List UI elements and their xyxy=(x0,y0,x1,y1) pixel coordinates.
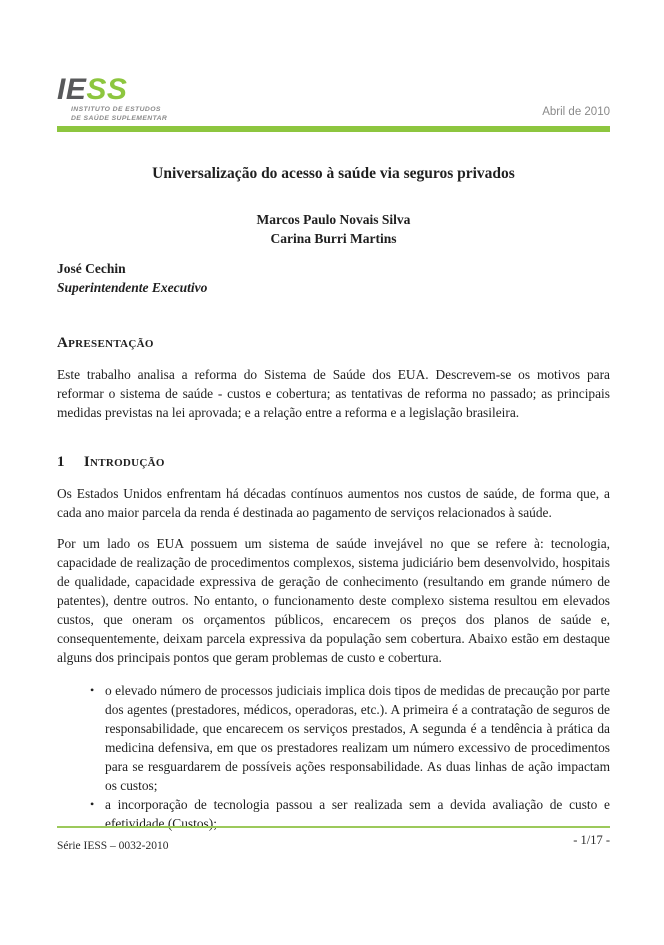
publication-date: Abril de 2010 xyxy=(542,106,610,118)
logo-subtitle-line1: INSTITUTO DE ESTUDOS xyxy=(71,106,161,113)
signatory-block xyxy=(57,259,610,297)
logo-text-gray: IE xyxy=(57,73,87,106)
header-divider-bar xyxy=(57,126,610,132)
introducao-paragraph: Os Estados Unidos enfrentam há décadas contínuos aumentos nos custos de saúde, de forma que, a cada ano maior parcela da renda é destinada ao pagamento de serviços relacionados à saúde. xyxy=(57,486,610,520)
logo-text-green: SS xyxy=(86,73,128,106)
author-name: Marcos Paulo Novais Silva xyxy=(256,212,411,227)
signatory-role: Superintendente Executivo xyxy=(57,280,208,295)
section-heading-apresentacao: Apresentação xyxy=(57,335,154,351)
section-heading-introducao xyxy=(57,453,610,471)
signatory-name: José Cechin xyxy=(57,261,126,276)
iess-logo-acronym xyxy=(57,73,610,106)
series-label: Série IESS – 0032-2010 xyxy=(57,840,169,852)
logo-subtitle-line2: DE SAÚDE SUPLEMENTAR xyxy=(71,114,168,122)
page-number: - 1/17 - xyxy=(573,833,610,847)
section-heading-label: Introdução xyxy=(83,454,165,470)
page-header xyxy=(57,0,610,123)
bullet-list xyxy=(57,681,610,833)
document-title: Universalização do acesso à saúde via seguros privados xyxy=(152,165,515,182)
section-number: 1 xyxy=(57,454,65,470)
apresentacao-paragraph: Este trabalho analisa a reforma do Sistema de Saúde dos EUA. Descrevem-se os motivos para reformar o sistema de saúde - custos e cobertura; as tentativas de reforma no passado; as principais medidas previstas na lei aprovada; e a relação entre a reforma e a legislação brasileira. xyxy=(57,367,610,420)
iess-logo-subtitle xyxy=(71,106,610,123)
bullet-item: • a incorporação de tecnologia passou a ser realizada sem a devida avaliação de custo e efetividade (Custos); xyxy=(90,795,610,833)
authors-block xyxy=(57,210,610,248)
introducao-paragraph: Por um lado os EUA possuem um sistema de saúde invejável no que se refere à: tecnologia, capacidade de realização de procedimentos complexos, sistema judiciário bem desenvolvido, hospitais de qualidade, capacidade expressiva de geração de conhecimento (resultando em grande número de patentes), dentre outros. No entanto, o funcionamento deste complexo sistema resultou em elevados custos, que oneram os orçamentos públicos, encarecem os preços dos planos de saúde e, consequentemente, deixam parcela expressiva da população sem cobertura. Abaixo estão em destaque alguns dos principais pontos que geram problemas de custo e cobertura. xyxy=(57,536,610,665)
iess-logo xyxy=(57,73,610,123)
author-name: Carina Burri Martins xyxy=(270,231,397,246)
page-footer xyxy=(57,826,610,852)
bullet-item: • o elevado número de processos judiciais implica dois tipos de medidas de precaução por parte dos agentes (prestadores, médicos, operadoras, etc.). A primeira é a contratação de seguros de responsabilidade, que encarecem os serviços prestados, A segunda é a tendência à prática da medicina defensiva, em que os prestadores realizam um número excessivo de procedimentos para se resguardarem de possíveis ações responsabilidade. As duas linhas de ação impactam os custos; xyxy=(90,681,610,795)
